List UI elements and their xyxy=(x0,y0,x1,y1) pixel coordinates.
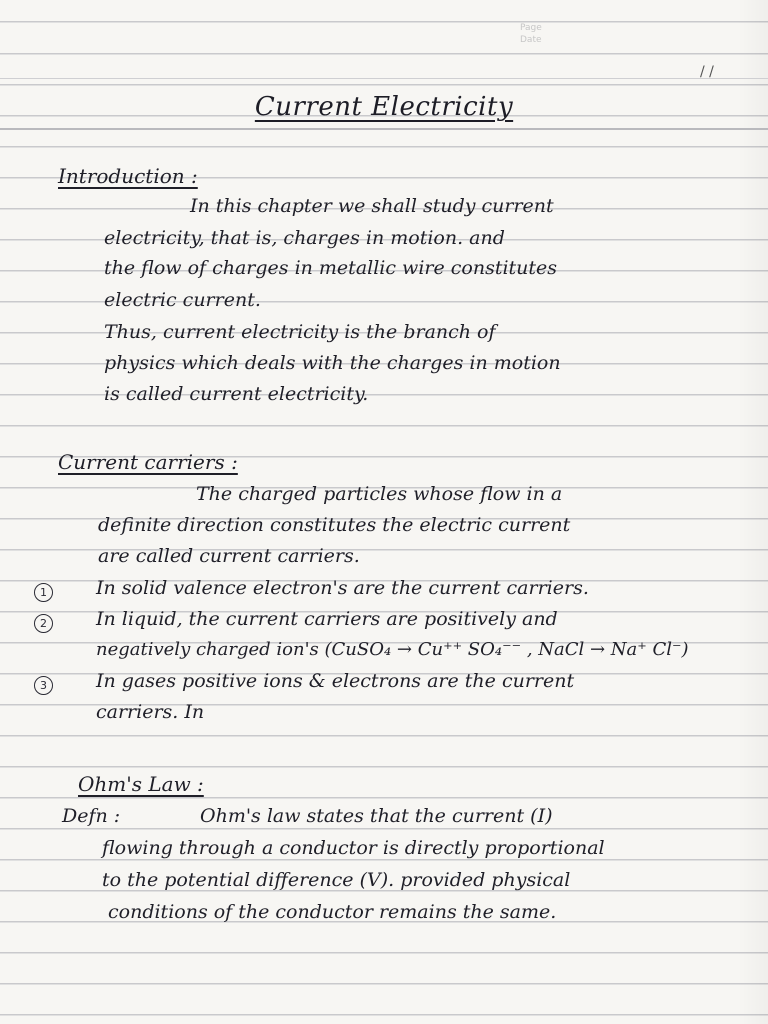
header-rule xyxy=(0,128,768,130)
ohm-line: conditions of the conductor remains the same. xyxy=(108,901,557,923)
ohm-line: to the potential difference (V). provided physical xyxy=(102,869,571,891)
ohm-line: Ohm's law states that the current (I) xyxy=(200,805,553,827)
intro-line: physics which deals with the charges in motion xyxy=(104,352,561,374)
intro-line: electricity, that is, charges in motion. and xyxy=(104,227,505,249)
carriers-point: In liquid, the current carriers are positively and xyxy=(96,608,558,630)
carriers-point-continued: carriers. In xyxy=(96,701,205,723)
intro-heading: Introduction : xyxy=(58,164,198,188)
carriers-heading: Current carriers : xyxy=(58,450,238,474)
page-meta xyxy=(520,22,542,46)
ohm-definition-label: Defn : xyxy=(62,805,121,827)
intro-line: Thus, current electricity is the branch of xyxy=(104,321,496,343)
ohm-line: flowing through a conductor is directly proportional xyxy=(102,837,605,859)
page-number-mark: / / xyxy=(700,64,714,80)
title-wrap xyxy=(0,92,768,122)
intro-line: the flow of charges in metallic wire constitutes xyxy=(104,257,558,279)
carriers-point: In gases positive ions & electrons are the current xyxy=(96,670,575,692)
carriers-line: definite direction constitutes the electric current xyxy=(98,514,571,536)
page-meta-page: Page xyxy=(520,23,542,33)
point-marker-3: 3 xyxy=(34,676,53,695)
carriers-point-continued: negatively charged ion's (CuSO₄ → Cu⁺⁺ SO₄⁻⁻ , NaCl → Na⁺ Cl⁻) xyxy=(96,639,689,660)
page-title: Current Electricity xyxy=(254,92,514,122)
point-marker-2: 2 xyxy=(34,614,53,633)
top-rule xyxy=(0,78,768,79)
carriers-point: In solid valence electron's are the current carriers. xyxy=(96,577,589,599)
carriers-line: are called current carriers. xyxy=(98,545,360,567)
intro-line: electric current. xyxy=(104,289,261,311)
carriers-line: The charged particles whose flow in a xyxy=(196,483,563,505)
intro-line: In this chapter we shall study current xyxy=(190,195,554,217)
intro-line: is called current electricity. xyxy=(104,383,369,405)
point-marker-1: 1 xyxy=(34,583,53,602)
page-meta-date: Date xyxy=(520,35,542,45)
ohm-heading: Ohm's Law : xyxy=(78,772,204,796)
